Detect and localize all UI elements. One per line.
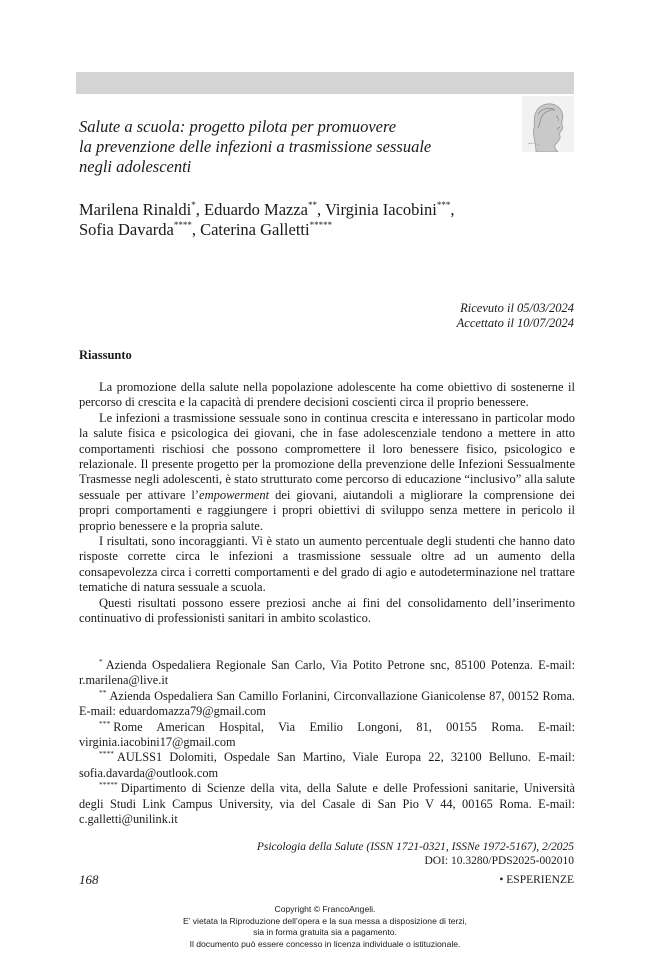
- copyright-line: Copyright © FrancoAngeli.: [274, 904, 376, 914]
- footnote-mark: **: [99, 687, 107, 697]
- header-bar: [76, 72, 574, 94]
- journal-reference: Psicologia della Salute (ISSN 1721-0321, ISSNe 1972-5167), 2/2025: [256, 841, 574, 853]
- author-name: , Caterina Galletti: [191, 220, 310, 239]
- submission-dates: [457, 301, 574, 331]
- author-name: , Virginia Iacobini: [317, 200, 437, 219]
- abstract-paragraph: La promozione della salute nella popolazione adolescente ha come obiettivo di sostenerne il percorso di crescita e la capacità di prendere decisioni coscienti circa il proprio benessere.: [79, 380, 575, 410]
- article-title: [79, 117, 519, 177]
- author-line: [79, 220, 579, 240]
- footnote-mark: *: [99, 657, 103, 666]
- author-name: Marilena Rinaldi: [79, 200, 192, 219]
- title-line: negli adolescenti: [79, 157, 192, 176]
- footnote: [79, 750, 575, 781]
- affiliation-footnotes: [79, 658, 575, 827]
- author-separator: ,: [450, 200, 455, 219]
- footnote-mark: ***: [99, 718, 111, 728]
- author-line: [79, 200, 579, 220]
- author-affiliation-mark: *****: [309, 220, 333, 230]
- received-date: Ricevuto il 05/03/2024: [460, 301, 574, 315]
- author-affiliation-mark: *: [191, 200, 196, 210]
- author-name: , Eduardo Mazza: [195, 200, 309, 219]
- abstract-body: [79, 380, 575, 627]
- footnote-text: Azienda Ospedaliera San Camillo Forlanini, Circonvallazione Gianicolense 87, 00152 Roma. E-mail: eduardomazza79@gmail.com: [79, 688, 575, 719]
- doi: DOI: 10.3280/PDS2025-002010: [424, 855, 574, 867]
- copyright-line: sia in forma gratuita sia a pagamento.: [253, 927, 397, 937]
- footnote-text: Dipartimento di Scienze della vita, della Salute e delle Professioni sanitarie, Università degli Studi Link Campus University, via del Casale di San Pio V 44, 00165 Roma. E-mail: c.galletti@unilink.it: [79, 781, 575, 827]
- author-affiliation-mark: **: [308, 200, 318, 210]
- footnote-mark: ****: [99, 749, 114, 759]
- footnote: [79, 658, 575, 689]
- footnote: [79, 720, 575, 751]
- journal-citation: [257, 840, 574, 868]
- copyright-line: E’ vietata la Riproduzione dell’opera e la sua messa a disposizione di terzi,: [183, 915, 467, 926]
- copyright-notice: [0, 904, 650, 950]
- footnote: [79, 781, 575, 827]
- abstract-paragraph: Questi risultati possono essere preziosi anche ai fini del consolidamento dell’inserimento continuativo di professionisti sanitari in ambito scolastico.: [79, 595, 575, 626]
- footnote-text: AULSS1 Dolomiti, Ospedale San Martino, Viale Europa 22, 32100 Belluno. E-mail: sofia.davarda@outlook.com: [79, 750, 575, 780]
- abstract-text: Le infezioni a trasmissione sessuale sono in continua crescita e interessano in particolar modo la salute fisica e psicologica dei giovani, che in fase adolescenziale tendono a mettere in atto comportamenti rischiosi che possono compromettere il loro benessere fisico, psicologico e relazionale. Il presente progetto per la promozione della prevenzione delle Infezioni Sessualmente Trasmesse negli adolescenti, è stato strutturato come percorso di educazione “inclusivo” alla salute sessuale per attivare l’: [79, 410, 575, 502]
- abstract-paragraph: I risultati, sono incoraggianti. Vi è stato un aumento percentuale degli studenti che hanno dato risposte corrette circa le infezioni a trasmissione sessuale oltre ad un aumento della consapevolezza circa i corretti comportamenti e del grado di agio e autodeterminazione nel trattare tematiche di natura sessuale a scuola.: [79, 534, 575, 595]
- footnote-text: Azienda Ospedaliera Regionale San Carlo, Via Potito Petrone snc, 85100 Potenza. E-mail: r.marilena@live.it: [79, 658, 575, 688]
- abstract-emphasis: empowerment: [199, 487, 270, 502]
- abstract-text: dei giovani, aiutandoli a migliorare la comprensione dei propri comportamenti e raggiungere i propri obiettivi di sviluppo senza mettere in pericolo il proprio benessere e la propria salute.: [79, 487, 575, 533]
- accepted-date: Accettato il 10/07/2024: [456, 316, 574, 330]
- author-list: [79, 200, 579, 240]
- journal-logo-portrait-icon: [522, 96, 574, 152]
- title-line: Salute a scuola: progetto pilota per promuovere: [79, 117, 397, 136]
- footnote: [79, 689, 575, 720]
- section-label: • ESPERIENZE: [499, 874, 574, 886]
- abstract-heading: Riassunto: [79, 348, 132, 362]
- title-line: la prevenzione delle infezioni a trasmissione sessuale: [79, 137, 432, 156]
- author-affiliation-mark: ****: [173, 220, 192, 230]
- author-affiliation-mark: ***: [436, 200, 451, 210]
- footnote-mark: *****: [99, 780, 118, 790]
- page-number: 168: [79, 872, 99, 887]
- copyright-line: Il documento può essere concesso in licenza individuale o istituzionale.: [189, 938, 461, 949]
- author-name: Sofia Davarda: [79, 220, 174, 239]
- footnote-text: Rome American Hospital, Via Emilio Longoni, 81, 00155 Roma. E-mail: virginia.iacobini17@gmail.com: [79, 719, 575, 750]
- abstract-paragraph: [79, 411, 575, 534]
